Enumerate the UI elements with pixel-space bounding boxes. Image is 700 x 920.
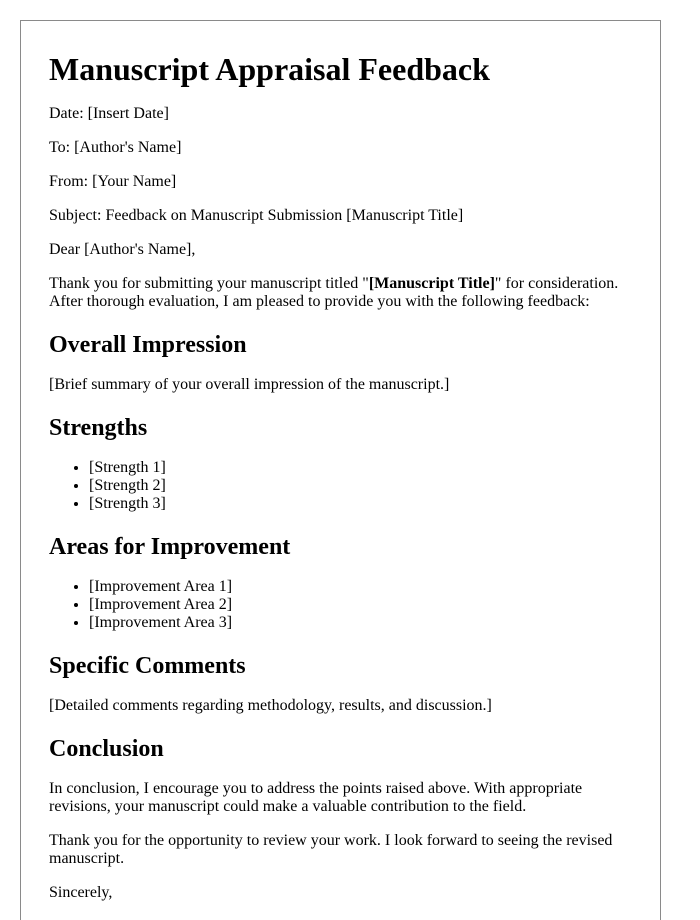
strengths-heading: Strengths	[49, 415, 148, 441]
intro-text-before: Thank you for submitting your manuscript titled "	[49, 275, 369, 292]
intro-paragraph	[49, 275, 632, 311]
improvement-item: • [Improvement Area 1]	[89, 578, 632, 596]
intro-text-after: " for consideration. After thorough evaluation, I am pleased to provide you with the following feedback:	[49, 275, 619, 310]
strength-item: • [Strength 1]	[89, 459, 632, 477]
overall-impression-heading: Overall Impression	[49, 332, 247, 358]
subject-line: Subject: Feedback on Manuscript Submission [Manuscript Title]	[49, 207, 464, 224]
improvement-list	[49, 578, 632, 632]
date-line: Date: [Insert Date]	[49, 105, 169, 122]
from-line: From: [Your Name]	[49, 173, 177, 190]
signoff: Sincerely,	[49, 884, 113, 901]
strengths-list	[49, 459, 632, 513]
strength-item: • [Strength 2]	[89, 477, 632, 495]
improvement-item: • [Improvement Area 2]	[89, 596, 632, 614]
conclusion-paragraph: In conclusion, I encourage you to address the points raised above. With appropriate revisions, your manuscript could make a valuable contribution to the field.	[49, 780, 583, 815]
closing-paragraph: Thank you for the opportunity to review your work. I look forward to seeing the revised manuscript.	[49, 832, 613, 867]
specific-comments-text: [Detailed comments regarding methodology, results, and discussion.]	[49, 697, 492, 714]
strength-item: • [Strength 3]	[89, 495, 632, 513]
conclusion-heading: Conclusion	[49, 736, 164, 762]
overall-impression-text: [Brief summary of your overall impression of the manuscript.]	[49, 376, 450, 393]
to-line: To: [Author's Name]	[49, 139, 182, 156]
intro-manuscript-title: [Manuscript Title]	[368, 275, 495, 292]
improvement-item: • [Improvement Area 3]	[89, 614, 632, 632]
document-title: Manuscript Appraisal Feedback	[49, 51, 490, 87]
salutation: Dear [Author's Name],	[49, 241, 196, 258]
document-page	[20, 20, 661, 920]
improvement-heading: Areas for Improvement	[49, 534, 291, 560]
specific-comments-heading: Specific Comments	[49, 653, 246, 679]
